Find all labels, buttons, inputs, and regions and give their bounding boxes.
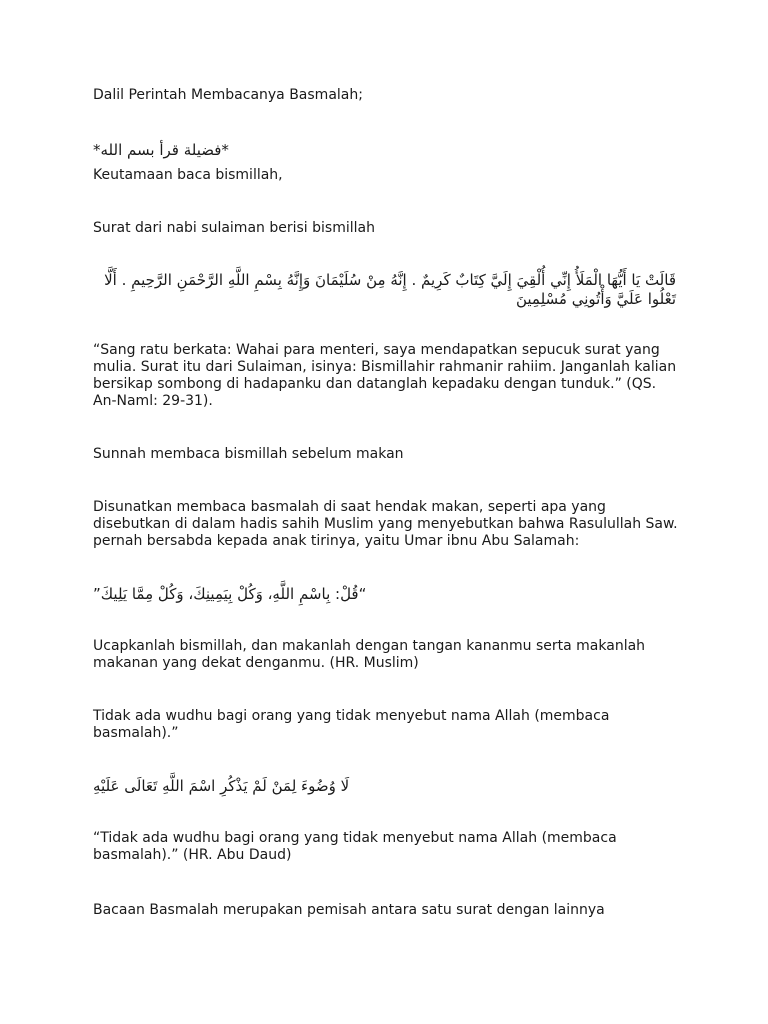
paragraph-wudhu: Tidak ada wudhu bagi orang yang tidak menyebut nama Allah (membaca basmalah).”: [93, 708, 610, 741]
section-heading-sulaiman: Surat dari nabi sulaiman berisi bismillah: [93, 220, 375, 236]
arabic-hadith-wudhu: لَا وُضُوءَ لِمَنْ لَمْ يَذْكُرِ اسْمَ اللَّهِ تَعَالَى عَلَيْهِ: [93, 777, 350, 795]
translation-makan: Ucapkanlah bismillah, dan makanlah dengan tangan kananmu serta makanlah makanan yang dekat denganmu. (HR. Muslim): [93, 638, 646, 671]
translation-an-naml: “Sang ratu berkata: Wahai para menteri, saya mendapatkan sepucuk surat yang mulia. Surat itu dari Sulaiman, isinya: Bismillahir rahmanir rahiim. Janganlah kalian bersikap sombong di hadapanku dan datanglah kepadaku dengan tunduk.” (QS. An-Naml: 29-31).: [93, 342, 677, 409]
translation-wudhu: “Tidak ada wudhu bagi orang yang tidak menyebut nama Allah (membaca basmalah).” (HR. Abu Daud): [93, 830, 617, 863]
document-title: Dalil Perintah Membacanya Basmalah;: [93, 87, 363, 103]
subtitle: Keutamaan baca bismillah,: [93, 167, 283, 183]
arabic-verse-an-naml: قَالَتْ يَا أَيُّهَا الْمَلَأُ إِنِّي أُلْقِيَ إِلَيَّ كِتَابٌ كَرِيمٌ . إِنَّهُ مِنْ سُلَيْمَانَ وَإِنَّهُ بِسْمِ اللَّهِ الرَّحْمَنِ الرَّحِيمِ . أَلَّا تَعْلُوا عَلَيَّ وَأْتُونِي مُسْلِمِينَ: [104, 271, 676, 308]
arabic-hadith-makan: “قُلْ: بِاسْمِ اللَّهِ، وَكُلْ بِيَمِينِكَ، وَكُلْ مِمَّا يَلِيكَ”: [93, 585, 367, 603]
paragraph-sunnah-makan: Disunatkan membaca basmalah di saat hendak makan, seperti apa yang disebutkan di dalam hadis sahih Muslim yang menyebutkan bahwa Rasulullah Saw. pernah bersabda kepada anak tirinya, yaitu Umar ibnu Abu Salamah:: [93, 499, 678, 549]
arabic-heading: *فضيلة قرأ بسم الله*: [93, 141, 229, 159]
section-heading-makan: Sunnah membaca bismillah sebelum makan: [93, 446, 404, 462]
section-heading-pemisah: Bacaan Basmalah merupakan pemisah antara satu surat dengan lainnya: [93, 902, 605, 918]
